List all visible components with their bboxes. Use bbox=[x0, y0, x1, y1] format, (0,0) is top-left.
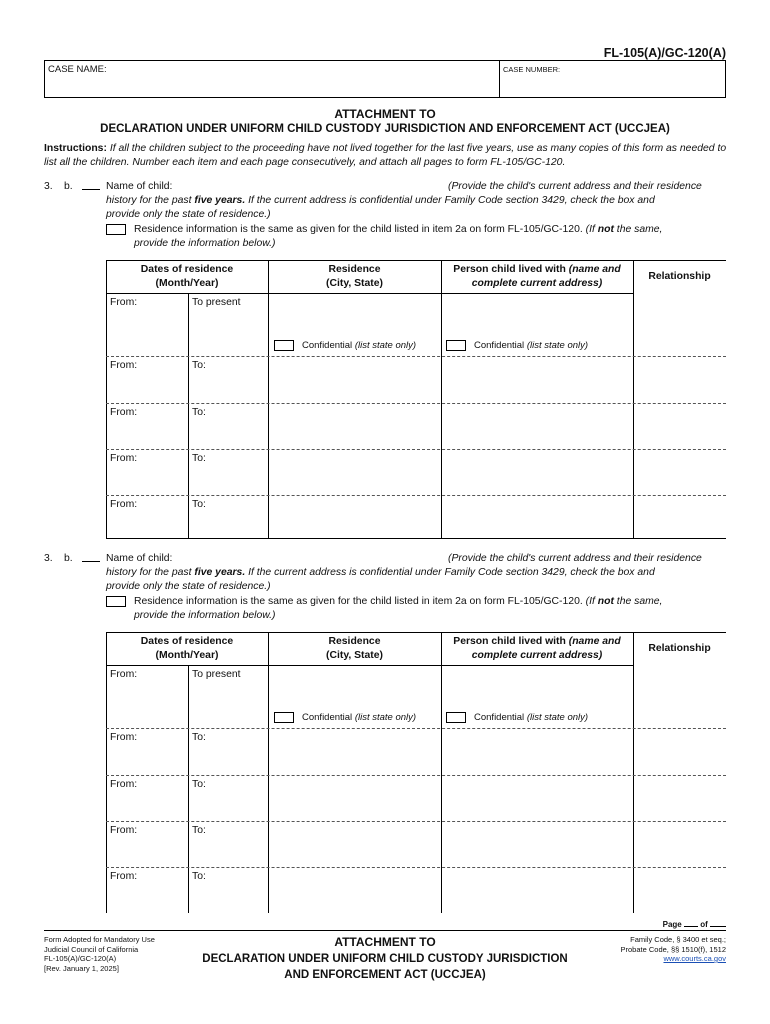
item-letter: b. bbox=[64, 181, 73, 192]
history-post: If the current address is confidential under Family Code section 3429, check the box and bbox=[245, 195, 655, 206]
name-of-child-field[interactable] bbox=[182, 180, 440, 193]
person-confidential-label: Confidential (list state only) bbox=[474, 340, 589, 351]
to-label: To: bbox=[192, 871, 206, 882]
to-present-label: To present bbox=[192, 669, 241, 680]
same-as-italic-post: the same, bbox=[613, 224, 663, 235]
person-confidential-checkbox[interactable] bbox=[446, 340, 466, 351]
header-divider bbox=[499, 61, 500, 97]
to-label: To: bbox=[192, 453, 206, 464]
from-label: From: bbox=[110, 499, 138, 510]
page-counter bbox=[663, 917, 726, 929]
person-confidential-checkbox[interactable] bbox=[446, 712, 466, 723]
col-relationship-header: Relationship bbox=[648, 271, 711, 282]
form-number: FL-105(A)/GC-120(A) bbox=[603, 46, 726, 60]
item-check-blank[interactable] bbox=[82, 552, 100, 562]
instructions bbox=[44, 142, 734, 170]
same-as-text: Residence information is the same as given for the child listed in item 2a on form FL-105/GC-120. bbox=[134, 224, 586, 235]
history-line2: provide only the state of residence.) bbox=[106, 209, 271, 220]
residence-confidential-label: Confidential (list state only) bbox=[302, 340, 417, 351]
to-label: To: bbox=[192, 732, 206, 743]
name-of-child-label: Name of child: bbox=[106, 553, 173, 564]
item-letter: b. bbox=[64, 553, 73, 564]
name-of-child-label: Name of child: bbox=[106, 181, 173, 192]
name-of-child-field[interactable] bbox=[182, 552, 440, 565]
case-number-label: CASE NUMBER: bbox=[503, 65, 561, 74]
residence-table bbox=[106, 632, 726, 913]
history-pre: history for the past bbox=[106, 195, 195, 206]
item-number: 3. bbox=[44, 553, 53, 564]
from-label: From: bbox=[110, 360, 138, 371]
col-relationship-header: Relationship bbox=[648, 643, 711, 654]
same-as-checkbox[interactable] bbox=[106, 596, 126, 607]
col-person-header: Person child lived with (name and complete current address) bbox=[453, 264, 621, 289]
history-bold: five years. bbox=[194, 567, 246, 578]
from-label: From: bbox=[110, 669, 138, 680]
from-label: From: bbox=[110, 871, 138, 882]
instructions-label: Instructions: bbox=[44, 143, 107, 154]
child-section-2 bbox=[0, 552, 770, 912]
to-label: To: bbox=[192, 407, 206, 418]
same-as-line2: provide the information below.) bbox=[134, 610, 276, 621]
col-residence-header: Residence (City, State) bbox=[326, 264, 383, 289]
page-label: Page bbox=[662, 920, 682, 929]
residence-confidential-checkbox[interactable] bbox=[274, 340, 294, 351]
page-number-field[interactable] bbox=[684, 917, 698, 927]
col-dates-header: Dates of residence (Month/Year) bbox=[140, 636, 234, 661]
footer-divider bbox=[44, 930, 726, 931]
same-as-italic-post: the same, bbox=[613, 596, 663, 607]
same-as-bold: not bbox=[597, 224, 614, 235]
item-check-blank[interactable] bbox=[82, 180, 100, 190]
provide-text: (Provide the child's current address and their residence bbox=[448, 553, 702, 564]
instructions-text: If all the children subject to the proceeding have not lived together for the last five years, use as many copies of this form as needed to list all the children. Number each item and each page consecutively, and attach all pages to form FL-105/GC-120. bbox=[44, 143, 727, 168]
same-as-text: Residence information is the same as given for the child listed in item 2a on form FL-105/GC-120. bbox=[134, 596, 586, 607]
from-label: From: bbox=[110, 825, 138, 836]
residence-confidential-checkbox[interactable] bbox=[274, 712, 294, 723]
provide-text: (Provide the child's current address and their residence bbox=[448, 181, 702, 192]
residence-confidential-label: Confidential (list state only) bbox=[302, 712, 417, 723]
to-label: To: bbox=[192, 360, 206, 371]
footer-left: Form Adopted for Mandatory Use Judicial Council of California FL-105(A)/GC-120(A) [Rev. January 1, 2025] bbox=[44, 935, 155, 973]
col-person-header: Person child lived with (name and complete current address) bbox=[453, 636, 621, 661]
footer-title: DECLARATION UNDER UNIFORM CHILD CUSTODY JURISDICTION AND ENFORCEMENT ACT (UCCJEA) bbox=[202, 953, 568, 981]
case-header-box bbox=[44, 60, 726, 98]
to-label: To: bbox=[192, 825, 206, 836]
title-line1: ATTACHMENT TO bbox=[334, 107, 436, 121]
same-as-line2: provide the information below.) bbox=[134, 238, 276, 249]
to-label: To: bbox=[192, 779, 206, 790]
to-label: To: bbox=[192, 499, 206, 510]
col-residence-header: Residence (City, State) bbox=[326, 636, 383, 661]
item-number: 3. bbox=[44, 181, 53, 192]
history-bold: five years. bbox=[194, 195, 246, 206]
from-label: From: bbox=[110, 453, 138, 464]
case-name-label: CASE NAME: bbox=[48, 64, 107, 75]
from-label: From: bbox=[110, 407, 138, 418]
from-label: From: bbox=[110, 297, 138, 308]
same-as-italic-pre: (If bbox=[585, 596, 598, 607]
from-label: From: bbox=[110, 732, 138, 743]
footer-title-line1: ATTACHMENT TO bbox=[334, 935, 436, 949]
from-label: From: bbox=[110, 779, 138, 790]
courts-link[interactable]: www.courts.ca.gov bbox=[663, 954, 726, 963]
same-as-italic-pre: (If bbox=[585, 224, 598, 235]
person-confidential-label: Confidential (list state only) bbox=[474, 712, 589, 723]
history-line2: provide only the state of residence.) bbox=[106, 581, 271, 592]
to-present-label: To present bbox=[192, 297, 241, 308]
col-dates-header: Dates of residence (Month/Year) bbox=[140, 264, 234, 289]
history-pre: history for the past bbox=[106, 567, 195, 578]
residence-table bbox=[106, 260, 726, 539]
title-line2: DECLARATION UNDER UNIFORM CHILD CUSTODY JURISDICTION AND ENFORCEMENT ACT (UCCJEA) bbox=[100, 123, 670, 135]
same-as-bold: not bbox=[597, 596, 614, 607]
same-as-checkbox[interactable] bbox=[106, 224, 126, 235]
footer-right: Family Code, § 3400 et seq.; Probate Code, §§ 1510(f), 1512 www.courts.ca.gov bbox=[620, 935, 726, 963]
child-section-1 bbox=[0, 180, 770, 540]
history-post: If the current address is confidential under Family Code section 3429, check the box and bbox=[245, 567, 655, 578]
of-label: of bbox=[700, 920, 708, 929]
page-total-field[interactable] bbox=[710, 917, 726, 927]
